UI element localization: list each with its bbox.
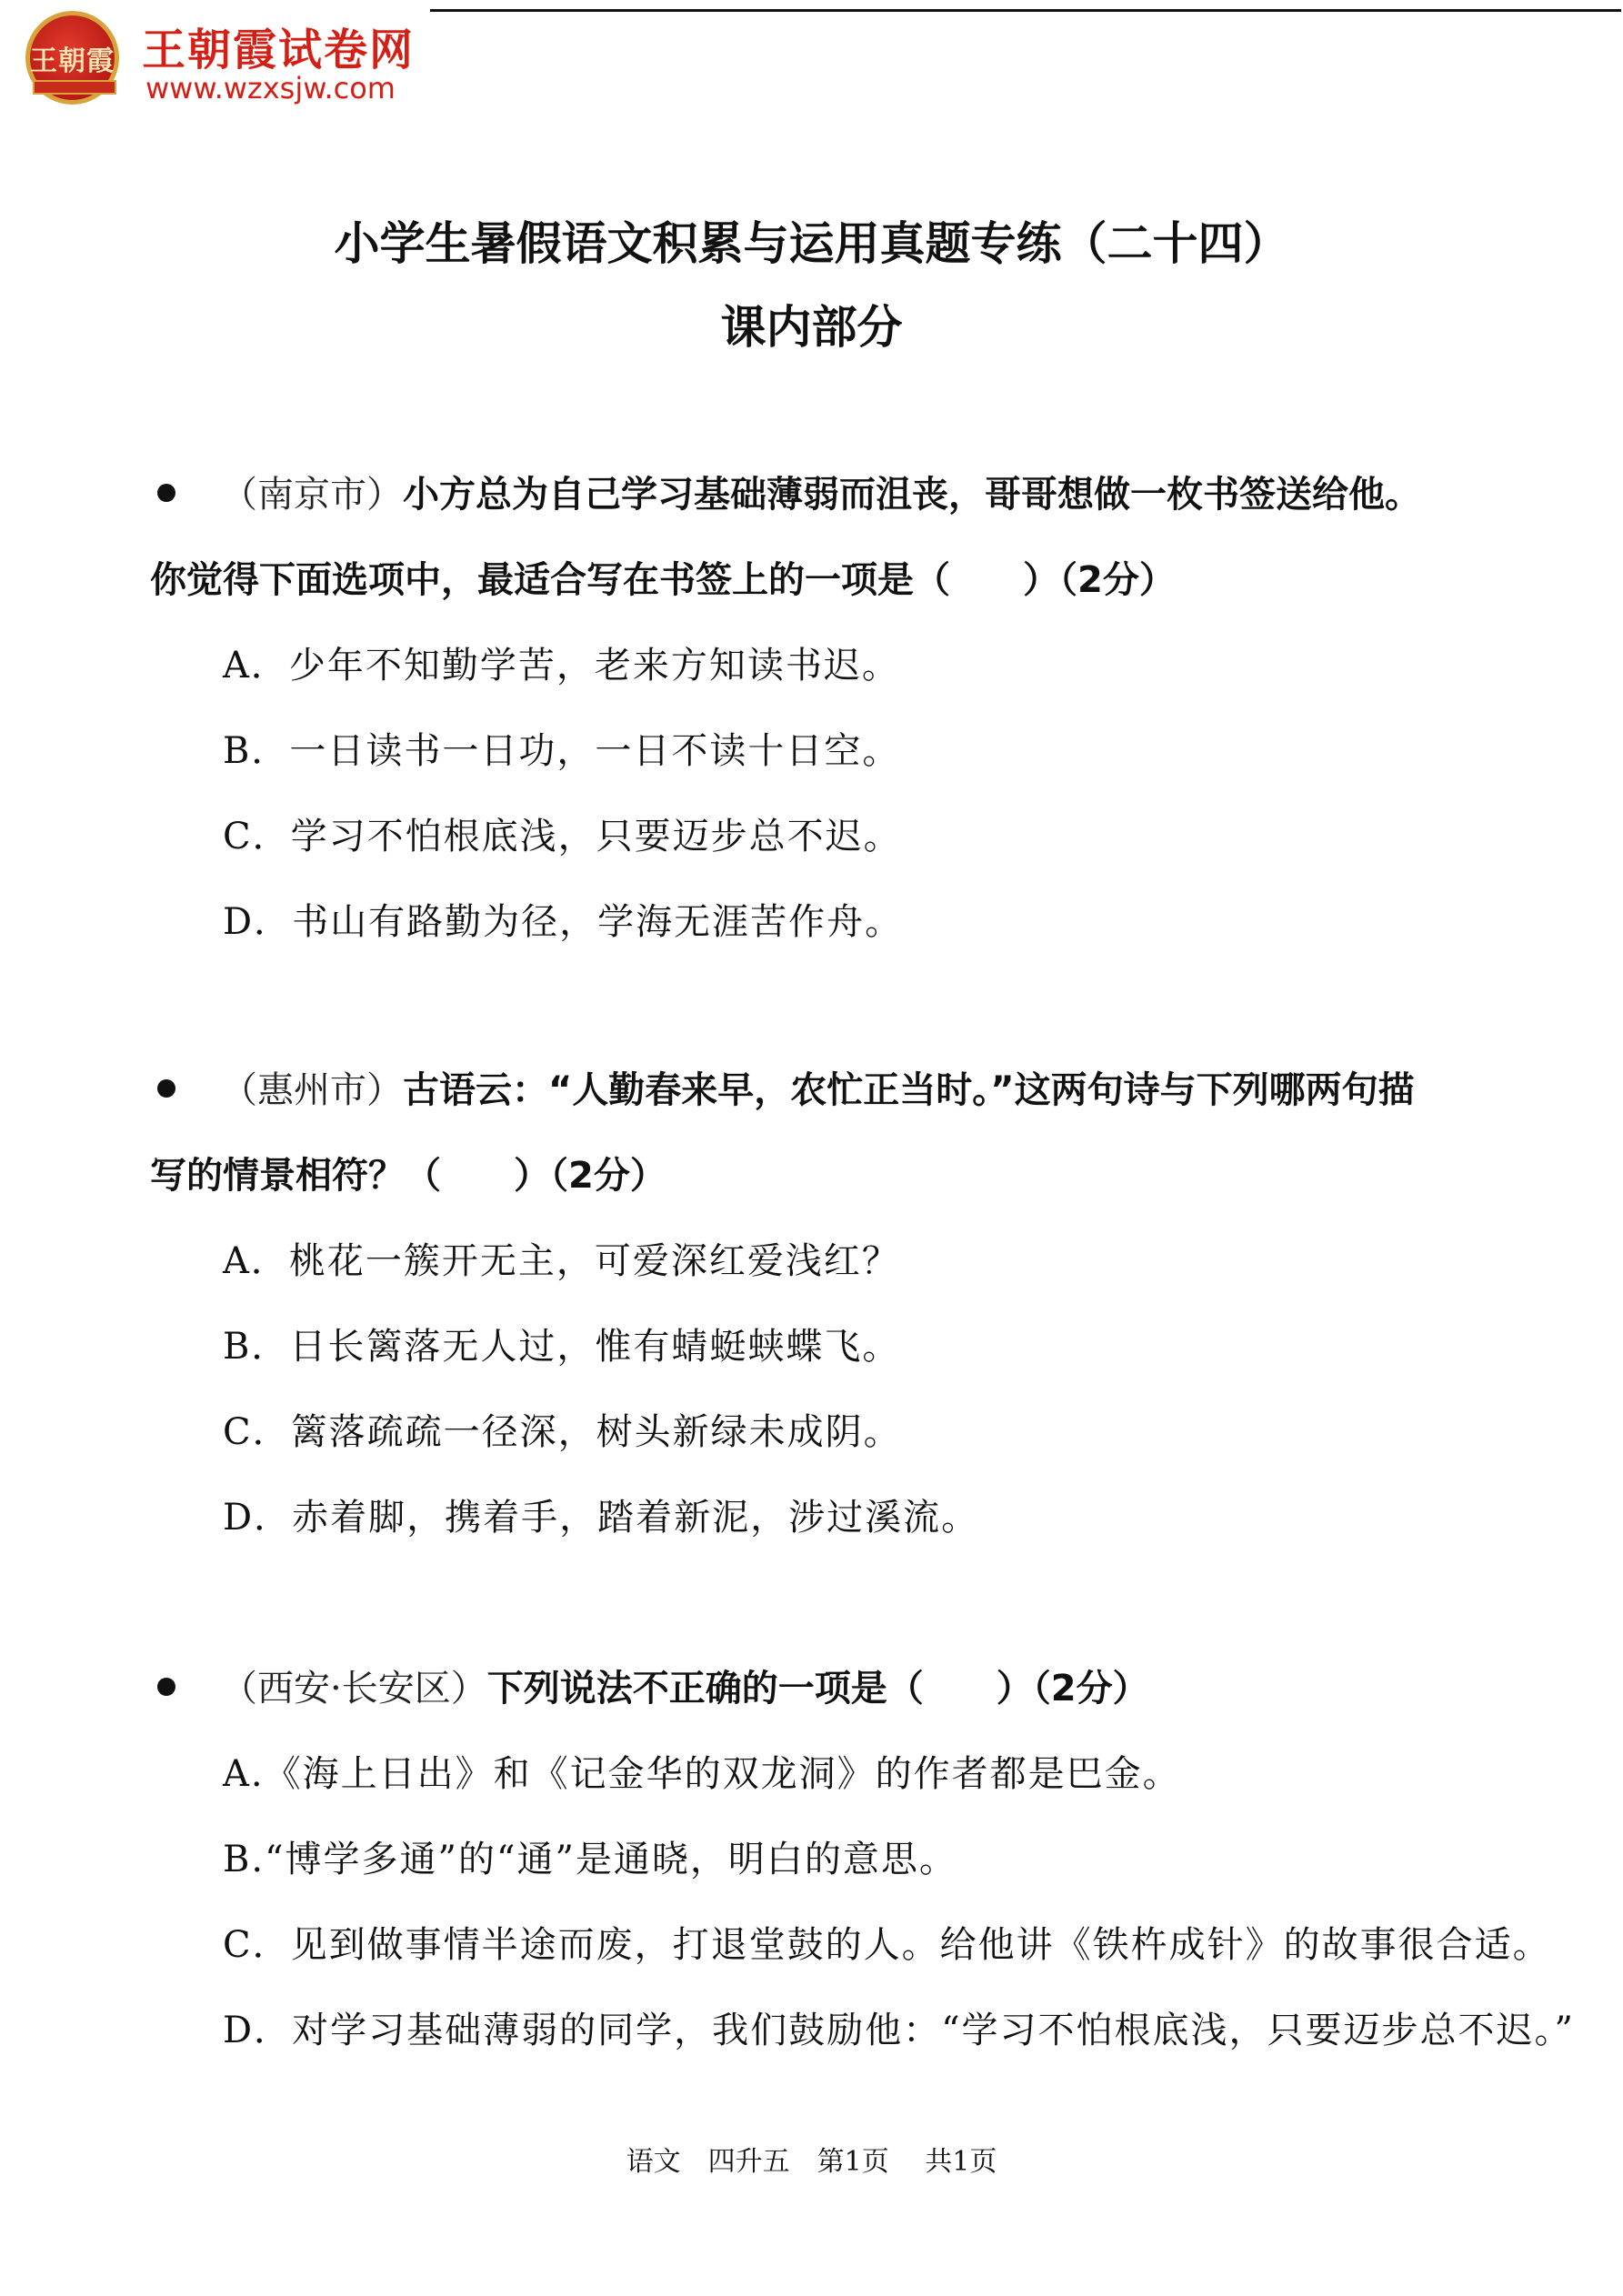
question-stem <box>150 1646 1496 1731</box>
question-2 <box>150 1048 1496 1560</box>
page-subtitle: 课内部分 <box>720 301 903 354</box>
bullet-icon <box>157 1678 175 1696</box>
page-title: 小学生暑假语文积累与运用真题专练（二十四） <box>334 217 1289 270</box>
option-c[interactable]: C．见到做事情半途而废，打退堂鼓的人。给他讲《铁杵成针》的故事很合适。 <box>223 1924 1551 1966</box>
bullet-icon <box>157 1079 175 1098</box>
option-b[interactable]: B.“博学多通”的“通”是通晓，明白的意思。 <box>223 1839 957 1880</box>
question-text: 小方总为自己学习基础薄弱而沮丧，哥哥想做一枚书签送给他。 <box>403 474 1421 516</box>
option-d[interactable]: D．对学习基础薄弱的同学，我们鼓励他：“学习不怕根底浅，只要迈步总不迟。” <box>223 2010 1575 2051</box>
page-footer: 语文 四升五 第1页 共1页 <box>626 2146 997 2178</box>
option-d[interactable]: D．赤着脚，携着手，踏着新泥，涉过溪流。 <box>223 1497 980 1539</box>
option-b[interactable]: B．日长篱落无人过，惟有蜻蜓蛱蝶飞。 <box>223 1326 901 1368</box>
option-a[interactable]: A．少年不知勤学苦，老来方知读书迟。 <box>223 645 900 687</box>
question-text-continued: 写的情景相符？（ ）（2分） <box>150 1155 666 1197</box>
question-stem <box>150 1048 1496 1133</box>
site-name: 王朝霞试卷网 <box>142 25 416 75</box>
question-stem <box>150 452 1496 537</box>
header-rule <box>430 9 1621 12</box>
option-a[interactable]: A．桃花一簇开无主，可爱深红爱浅红？ <box>223 1240 900 1282</box>
bullet-icon <box>157 484 175 502</box>
question-source: （南京市） <box>221 474 403 516</box>
option-a[interactable]: A.《海上日出》和《记金华的双龙洞》的作者都是巴金。 <box>223 1753 1181 1795</box>
question-source: （西安·长安区） <box>221 1668 487 1709</box>
question-1 <box>150 452 1496 965</box>
option-d[interactable]: D．书山有路勤为径，学海无涯苦作舟。 <box>223 901 904 943</box>
question-text-continued: 你觉得下面选项中，最适合写在书签上的一项是（ ）（2分） <box>150 559 1176 601</box>
question-text: 下列说法不正确的一项是（ ）（2分） <box>486 1668 1149 1709</box>
logo-text: 王朝霞 <box>30 45 115 77</box>
question-3 <box>150 1646 1575 2073</box>
option-c[interactable]: C．篱落疏疏一径深，树头新绿未成阴。 <box>223 1411 902 1453</box>
question-text: 古语云：“人勤春来早，农忙正当时。”这两句诗与下列哪两句描 <box>403 1069 1415 1111</box>
option-b[interactable]: B．一日读书一日功，一日不读十日空。 <box>223 730 901 772</box>
logo-ribbon <box>33 80 116 95</box>
question-source: （惠州市） <box>221 1069 403 1111</box>
site-header <box>25 9 1608 109</box>
site-url[interactable]: www.wzxsjw.com <box>145 71 396 105</box>
option-c[interactable]: C．学习不怕根底浅，只要迈步总不迟。 <box>223 816 902 857</box>
